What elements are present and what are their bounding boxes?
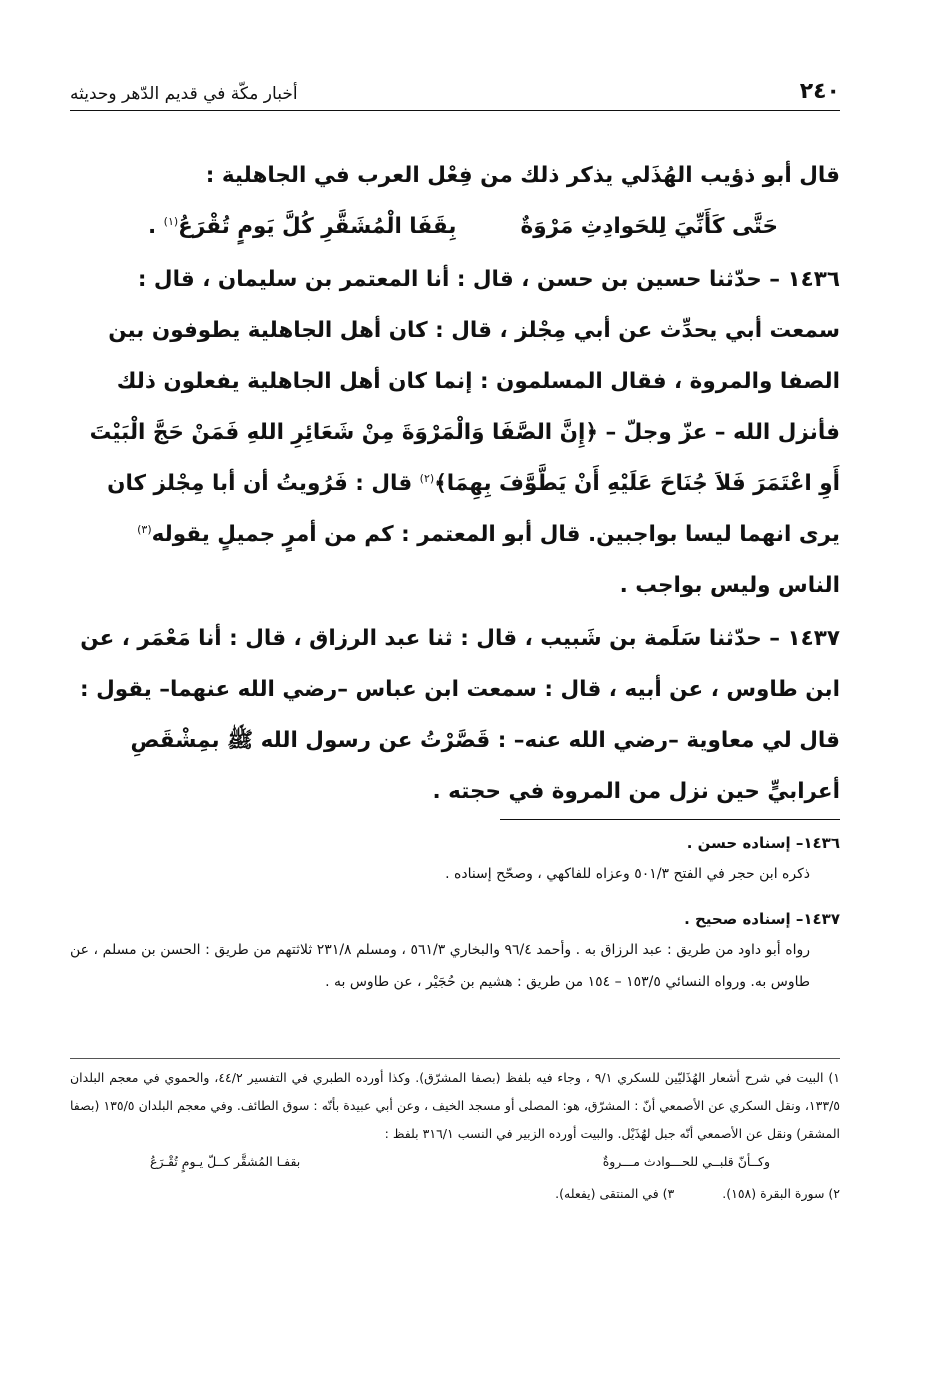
hadith-1436	[70, 254, 840, 611]
main-text	[70, 150, 840, 817]
page-number: ٢٤٠	[799, 79, 840, 104]
note-1437-heading: ١٤٣٧– إسناده صحيح .	[684, 910, 840, 928]
hadith-1436-part-a: ١٤٣٦ – حدّثنا حسين بن حسن ، قال : أنا المعتمر بن سليمان ، قال : سمعت أبي يحدِّث عن أبي مِجْلز ، قال : كان أهل الجاهلية يطوفون بين الصفا والمروة ، فقال المسلمون : إنما كان أهل الجاهلية يفعلون ذلك فأنزل الله – عزّ وجلّ – ﴿إِنَّ الصَّفَا وَالْمَرْوَةَ مِنْ شَعَائِرِ اللهِ فَمَنْ حَجَّ الْبَيْتَ أَوِ اعْتَمَرَ فَلاَ جُنَاحَ عَلَيْهِ أَنْ يَطَّوَّفَ بِهِمَا﴾	[89, 267, 840, 496]
verse-second-text: بِقَفَا الْمُشَقَّرِ كُلَّ يَومٍ تُقْرَعُ	[178, 214, 457, 239]
note-1436-heading: ١٤٣٦– إسناده حسن .	[686, 834, 840, 852]
footnote-verse-first: وكــأنّ قلبــي للحـــوادث مـــروةٌ	[602, 1154, 770, 1169]
footnote-1: ١) البيت في شرح أشعار الهُذَليّين للسكري ٩/١ ، وجاء فيه بلفظ (بصفا المشرّق). وكذا أورده الطبري في التفسير ٤٤/٢، والحموي في معجم البلدان ١٣٣/٥، ونقل السكري عن الأصمعي أنّ : المشرّق، هو: المصلى أو مسجد الخيف ، وعن أبي عبيدة بأنّه : سوق الطائف. وفي معجم البلدان ١٣٥/٥ (بصفا المشقر) ونقل عن الأصمعي أنّه جبل لهُذَيْل. والبيت أورده الزبير في النسب ٣١٦/١ بلفظ :	[70, 1070, 840, 1141]
hadith-1436-part-c: الناس وليس بواجب .	[619, 573, 840, 598]
footnotes-2-3	[70, 1180, 840, 1208]
page-header	[70, 72, 840, 104]
hadith-1437: ١٤٣٧ – حدّثنا سَلَمة بن شَبيب ، قال : ثنا عبد الرزاق ، قال : أنا مَعْمَر ، عن ابن طاوس ، عن أبيه ، قال : سمعت ابن عباس –رضي الله عنهما– يقول : قال لي معاوية –رضي الله عنه– : قَصَّرْتُ عن رسول الله ﷺ بمِشْقَصِ أعرابيٍّ حين نزل من المروة في حجته .	[80, 626, 840, 804]
verse-second-hemistich	[148, 201, 456, 252]
footnote-ref-1: (١)	[163, 214, 179, 228]
footnote-2: ٢) سورة البقرة (١٥٨).	[722, 1186, 840, 1201]
book-page	[70, 0, 840, 1380]
notes-divider	[500, 819, 840, 820]
note-1437-body: رواه أبو داود من طريق : عبد الرزاق به . وأحمد ٩٦/٤ والبخاري ٥٦١/٣ ، ومسلم ٢٣١/٨ ثلاثتهم من طريق : الحسن بن مسلم ، عن طاوس به. ورواه النسائي ١٥٣/٥ – ١٥٤ من طريق : هشيم بن حُجَيْر ، عن طاوس به .	[70, 942, 810, 990]
footnotes	[70, 1064, 840, 1208]
hadith-1436-part-b: قال : فَرُويتُ أن أبا مِجْلز كان يرى انهما ليسا بواجبين. قال أبو المعتمر : كم من أمرٍ جميلٍ يقوله	[107, 471, 840, 547]
footnote-verse-second: بقفـا المُشقَّر كــلّ يـومٍ تُقْـرَعُ	[150, 1154, 301, 1169]
poem-intro: قال أبو ذؤيب الهُذَلي يذكر ذلك من فِعْل العرب في الجاهلية :	[205, 163, 840, 188]
note-1436-body: ذكره ابن حجر في الفتح ٥٠١/٣ وعزاه للفاكهي ، وصحّح إسناده .	[445, 866, 810, 882]
footnote-ref-2: (٢)	[419, 471, 435, 485]
running-title: أخبار مكّة في قديم الدّهر وحديثه	[70, 84, 298, 104]
verse-first-hemistich: حَتَّى كَأَنِّيَ لِلحَوادِثِ مَرْوَةٌ	[520, 214, 778, 239]
footnote-3: ٣) في المنتقى (يفعله).	[555, 1186, 675, 1201]
footnote-1-verse	[70, 1148, 840, 1176]
poem-verse	[70, 201, 840, 252]
footnote-ref-3: (٣)	[137, 522, 152, 536]
header-rule	[70, 110, 840, 111]
verse-end: .	[148, 214, 164, 239]
footnotes-divider	[70, 1058, 840, 1059]
takhrij-notes	[70, 828, 840, 998]
